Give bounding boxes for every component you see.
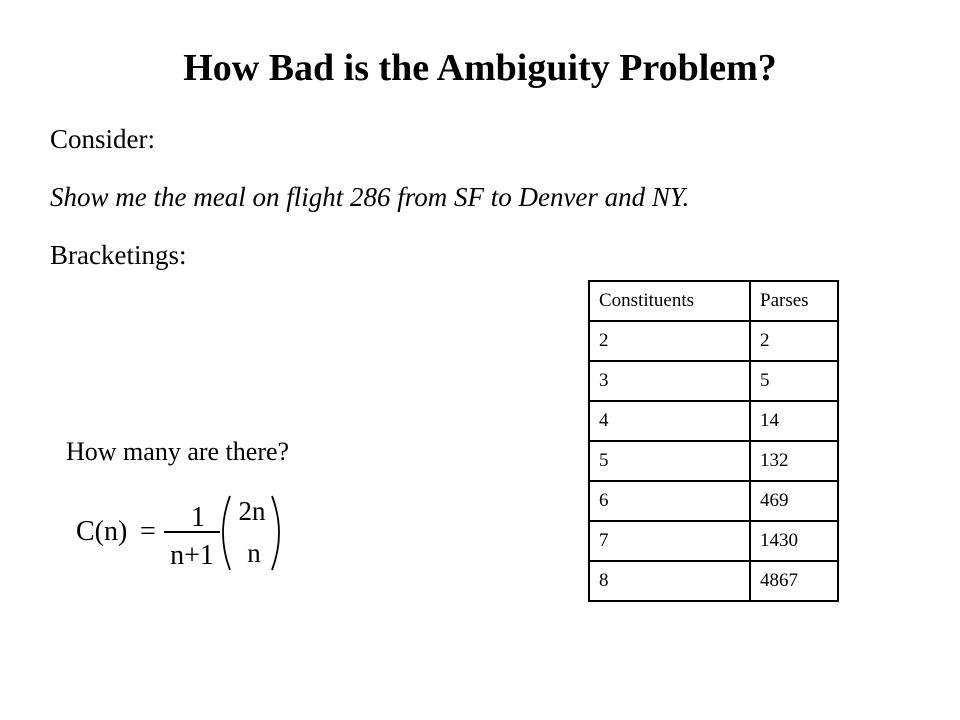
header-constituents: Constituents — [589, 281, 750, 321]
cell-parses: 5 — [750, 361, 838, 401]
cell-parses: 2 — [750, 321, 838, 361]
formula-numerator: 1 — [191, 502, 205, 533]
cell-constituents: 3 — [589, 361, 750, 401]
cell-constituents: 6 — [589, 481, 750, 521]
header-parses: Parses — [750, 281, 838, 321]
table-row — [589, 521, 838, 561]
table-row — [589, 321, 838, 361]
table-row — [589, 401, 838, 441]
cell-parses: 132 — [750, 441, 838, 481]
binomial-right-paren — [272, 496, 279, 570]
table-row — [589, 361, 838, 401]
formula-binom-top: 2n — [238, 496, 266, 526]
cell-parses: 4867 — [750, 561, 838, 601]
formula-denominator: n+1 — [170, 540, 214, 571]
cell-constituents: 8 — [589, 561, 750, 601]
cell-constituents: 2 — [589, 321, 750, 361]
example-sentence: Show me the meal on flight 286 from SF to Denver and NY. — [50, 182, 690, 212]
cell-constituents: 5 — [589, 441, 750, 481]
cell-parses: 14 — [750, 401, 838, 441]
cell-constituents: 4 — [589, 401, 750, 441]
cell-constituents: 7 — [589, 521, 750, 561]
formula-lhs: C(n) — [76, 516, 128, 547]
table-row — [589, 481, 838, 521]
formula-binom-bottom: n — [247, 538, 261, 568]
table-header-row — [589, 281, 838, 321]
binomial-left-paren — [223, 496, 230, 570]
formula-equals: = — [140, 516, 156, 547]
question-text: How many are there? — [66, 437, 290, 466]
slide-title: How Bad is the Ambiguity Problem? — [183, 47, 777, 89]
bracketings-label: Bracketings: — [50, 240, 187, 270]
table-row — [589, 441, 838, 481]
cell-parses: 1430 — [750, 521, 838, 561]
table-row — [589, 561, 838, 601]
cell-parses: 469 — [750, 481, 838, 521]
catalan-formula — [76, 492, 286, 574]
parses-table — [588, 280, 839, 602]
consider-label: Consider: — [50, 124, 155, 154]
